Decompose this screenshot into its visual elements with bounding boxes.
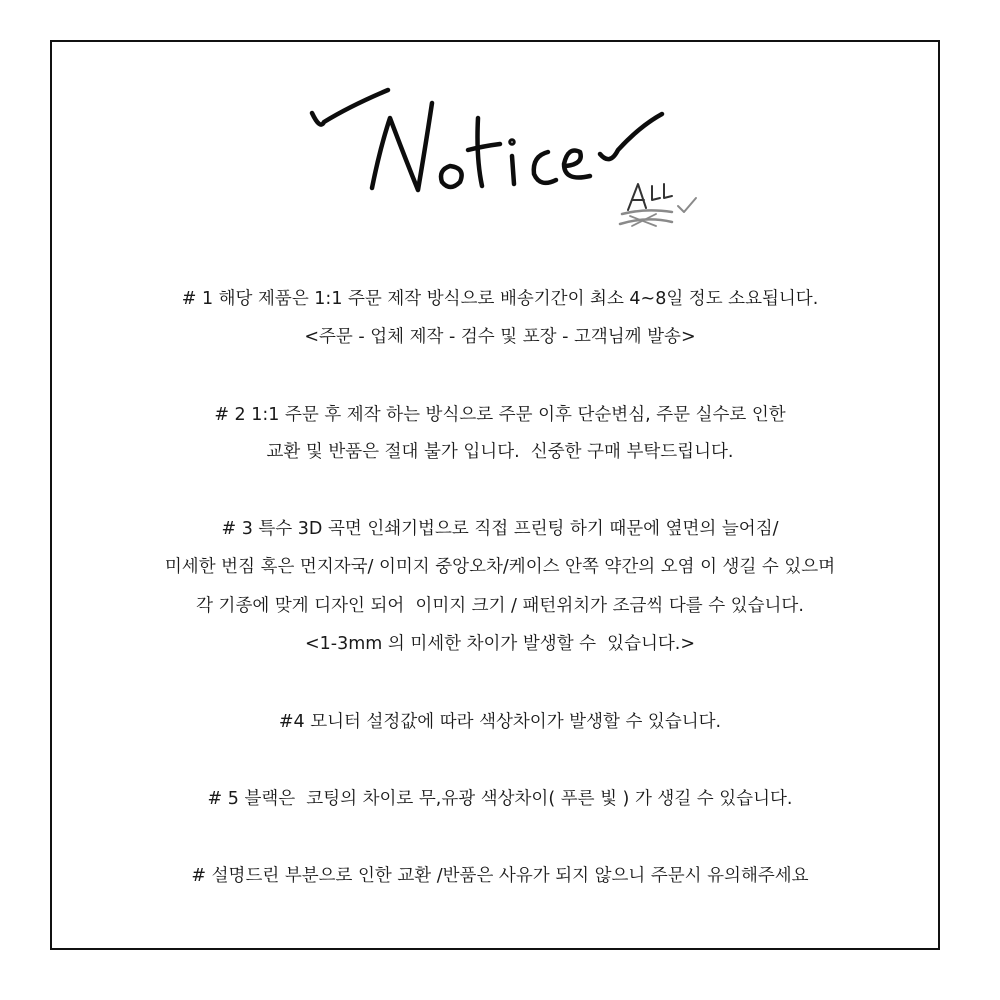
notice-3-text-cont-1: 미세한 번짐 혹은 먼지자국/ 이미지 중앙오차/케이스 안쪽 약간의 오염 이 생길 수 있으며 [164,557,836,577]
notice-5-text: # 5 블랙은 코팅의 차이로 무,유광 색상차이( 푸른 빛 ) 가 생길 수 있습니다. [207,789,793,809]
notice-3-text-cont-2: 각 기종에 맞게 디자인 되어 이미지 크기 / 패턴위치가 조금씩 다를 수 있습니다. [196,596,804,616]
notice-4-text: #4 모니터 설정값에 따라 색상차이가 발생할 수 있습니다. [278,712,722,732]
notice-final-text: # 설명드린 부분으로 인한 교환 /반품은 사유가 되지 않으니 주문시 유의해주세요 [191,866,809,886]
notice-title-logo [300,78,700,238]
signature-mark [620,184,696,226]
notice-1-process: <주문 - 업체 제작 - 검수 및 포장 - 고객님께 발송> [304,327,696,347]
notice-1-text: # 1 해당 제품은 1:1 주문 제작 방식으로 배송기간이 최소 4~8일 정도 소요됩니다. [181,289,819,309]
notice-3-tolerance: <1-3mm 의 미세한 차이가 발생할 수 있습니다.> [304,634,696,654]
notice-2-text: # 2 1:1 주문 후 제작 하는 방식으로 주문 이후 단순변심, 주문 실수로 인한 [214,405,786,425]
notice-3-text: # 3 특수 3D 곡면 인쇄기법으로 직접 프린팅 하기 때문에 옆면의 늘어짐/ [221,519,779,539]
notice-2-text-cont: 교환 및 반품은 절대 불가 입니다. 신중한 구매 부탁드립니다. [266,442,734,462]
